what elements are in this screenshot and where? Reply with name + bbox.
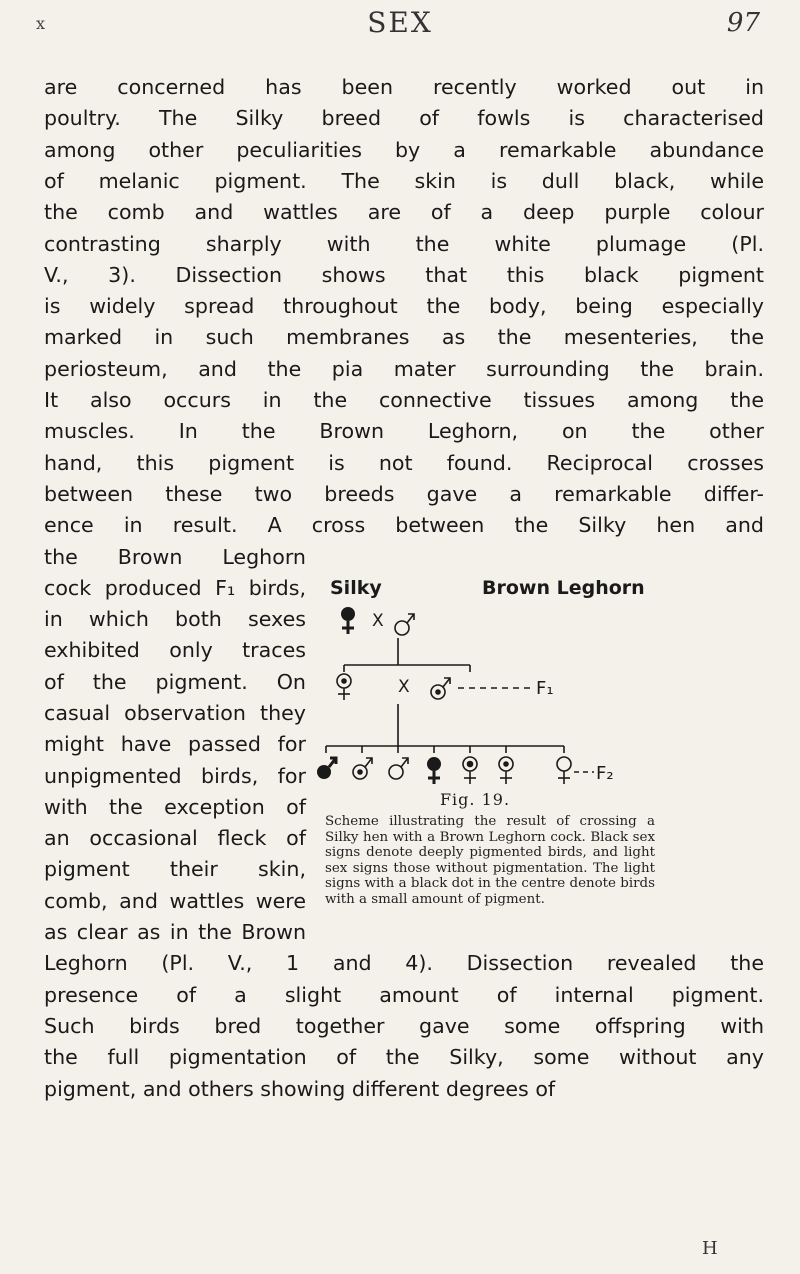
f2-female-black — [427, 757, 441, 784]
f2-male-dotted — [353, 758, 372, 779]
text-line: an occasional fleck of — [44, 826, 306, 851]
text-line: It also occurs in the connective tissues among the — [44, 388, 764, 412]
page-number: 97 — [726, 8, 760, 38]
parent-male-light — [395, 614, 414, 635]
text-line: unpigmented birds, for — [44, 763, 306, 788]
cross-symbol-parents: X — [372, 611, 384, 631]
text-line: exhibited only traces — [44, 638, 306, 663]
text-line: pigment their skin, — [44, 857, 306, 882]
parent-female-black — [341, 607, 355, 634]
text-line: hand, this pigment is not found. Reciprocal crosses — [44, 450, 764, 475]
text-line: is widely spread throughout the body, being especially — [44, 294, 764, 319]
label-f2: F₂ — [596, 763, 614, 784]
text-line: the comb and wattles are of a deep purple colour — [44, 200, 764, 225]
f2-male-black — [317, 758, 336, 779]
label-f1: F₁ — [536, 678, 554, 699]
text-line: pigment, and others showing different degrees of — [44, 1076, 556, 1101]
text-line: between these two breeds gave a remarkable differ- — [44, 481, 764, 506]
text-line: casual observation they — [44, 700, 306, 725]
figure-description: Scheme illustrating the result of crossing a Silky hen with a Brown Leghorn cock. Black sex signs denote deeply pigmented birds, and light sex signs those without pigmentation. The light signs with a black dot in the centre denote birds with a small amount of pigment. — [325, 814, 655, 907]
text-line: the Brown Leghorn — [44, 544, 306, 569]
crossing-diagram — [310, 548, 770, 813]
f1-female-dotted — [337, 674, 351, 700]
text-line: Leghorn (Pl. V., 1 and 4). Dissection revealed the — [44, 951, 764, 976]
text-line: in which both sexes — [44, 607, 306, 632]
text-line: poultry. The Silky breed of fowls is characterised — [44, 106, 764, 131]
text-line: periosteum, and the pia mater surrounding the brain. — [44, 356, 764, 381]
text-line: are concerned has been recently worked out in — [44, 75, 764, 99]
figure-caption: Fig. 19. — [439, 790, 511, 809]
text-line: marked in such membranes as the mesenteries, the — [44, 325, 764, 350]
f2-female-dotted-2 — [499, 757, 513, 784]
text-line: contrasting sharply with the white plumage (Pl. — [44, 231, 764, 256]
label-brown-leghorn: Brown Leghorn — [482, 577, 645, 599]
text-line: Such birds bred together gave some offspring with — [44, 1014, 764, 1038]
text-line: ence in result. A cross between the Silky hen and — [44, 513, 764, 538]
f1-male-dotted — [431, 678, 450, 699]
wrapped-text — [44, 542, 306, 949]
f2-female-light — [557, 757, 571, 784]
text-line: of the pigment. On — [44, 669, 306, 694]
text-line: among other peculiarities by a remarkable abundance — [44, 137, 764, 162]
f2-male-light — [389, 758, 408, 779]
text-line: presence of a slight amount of internal pigment. — [44, 982, 764, 1007]
text-line: muscles. In the Brown Leghorn, on the other — [44, 419, 764, 444]
label-silky: Silky — [330, 577, 382, 599]
text-line: cock produced F₁ birds, — [44, 575, 306, 600]
text-line: comb, and wattles were — [44, 888, 306, 913]
f2-female-dotted — [463, 757, 477, 784]
page-header — [0, 6, 800, 46]
text-line: with the exception of — [44, 794, 306, 819]
text-line: V., 3). Dissection shows that this black pigment — [44, 262, 764, 287]
text-line: the full pigmentation of the Silky, some without any — [44, 1045, 764, 1070]
text-line: as clear as in the Brown — [44, 920, 306, 945]
running-title: SEX — [367, 6, 433, 39]
text-line: might have passed for — [44, 732, 306, 757]
chapter-number: x — [36, 14, 46, 33]
cross-symbol-f1: X — [398, 677, 410, 697]
signature-mark: H — [702, 1238, 718, 1259]
text-line: of melanic pigment. The skin is dull black, while — [44, 168, 764, 193]
